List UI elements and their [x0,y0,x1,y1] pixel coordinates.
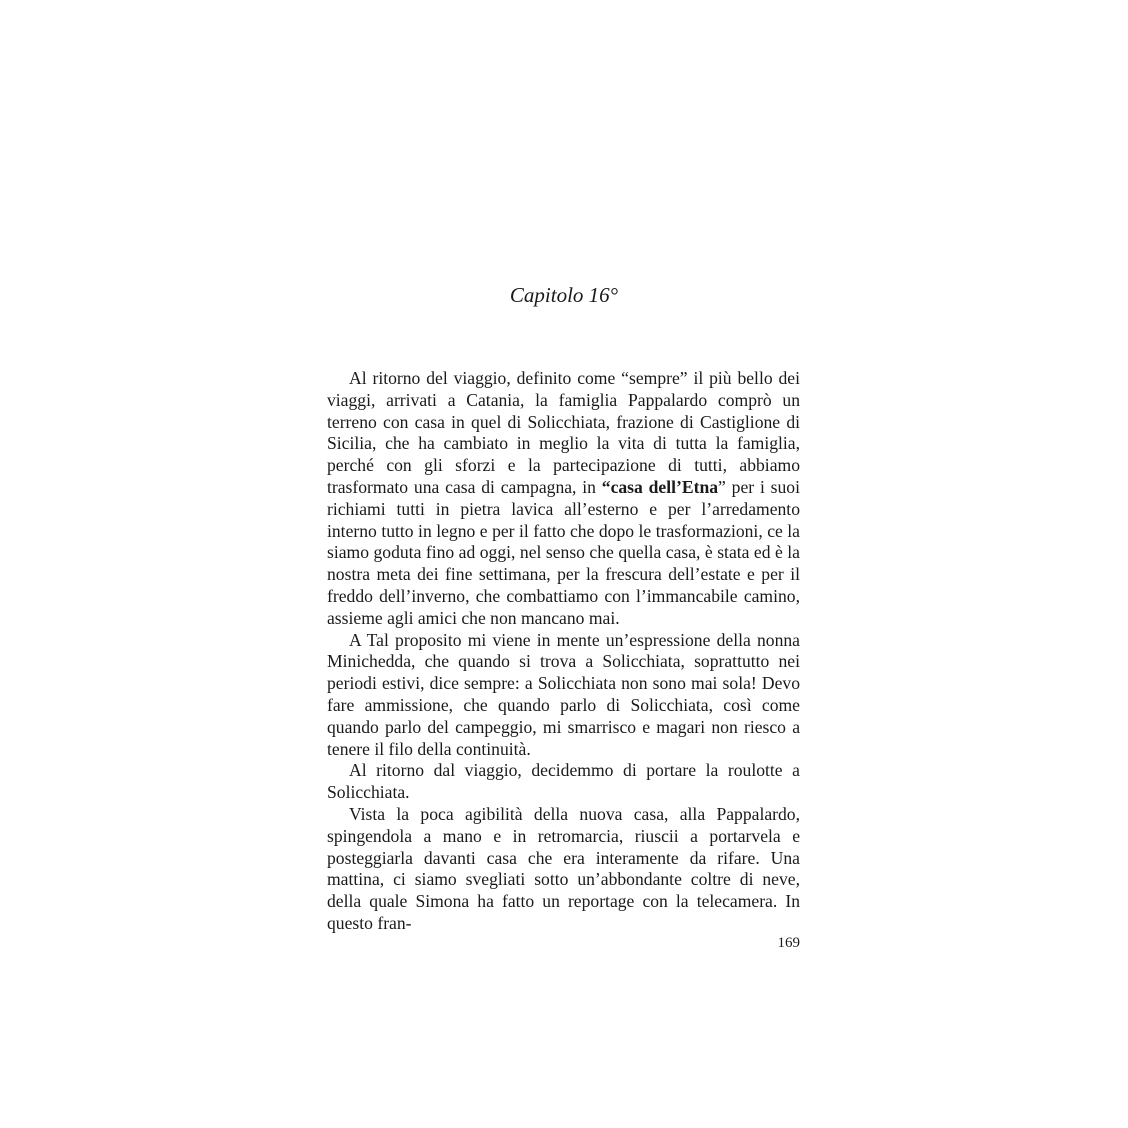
page-number: 169 [777,935,800,951]
bold-phrase: “casa dell’Etna [601,476,719,497]
paragraph: A Tal proposito mi viene in mente un’espressione della nonna Minichedda, che quando si trova a Solicchiata, soprattutto nei periodi estivi, dice sempre: a Solicchiata non sono mai sola! Devo fare ammissione, che quando parlo di Solicchiata, così come quando parlo del campeggio, mi smarrisco e magari non riesco a tenere il filo della continuità. [327,629,800,759]
chapter-title: Capitolo 16° [509,283,619,307]
paragraph: Vista la poca agibilità della nuova casa, alla Pappalardo, spingendola a mano e in retromarcia, riuscii a portarvela e posteggiarla davanti casa che era interamente da rifare. Una mattina, ci siamo svegliati sotto un’abbondante coltre di neve, della quale Simona ha fatto un reportage con la telecamera. In questo fran- [327,803,800,933]
body-text [327,368,800,935]
paragraph [327,368,800,630]
paragraph-text: Al ritorno del viaggio, definito come “sempre” il più bello dei viaggi, arrivati a Catania, la famiglia Pappalardo comprò un terreno con casa in quel di Solicchiata, frazione di Castiglione di Sicilia, che ha cambiato in meglio la vita di tutta la famiglia, perché con gli sforzi e la partecipazione di tutti, abbiamo trasformato una casa di campagna, in [327,368,800,497]
paragraph-text: ” per i suoi richiami tutti in pietra lavica all’esterno e per l’arredamento interno tutto in legno e per il fatto che dopo le trasformazioni, ce la siamo goduta fino ad oggi, nel senso che quella casa, è stata ed è la nostra meta dei fine settimana, per la frescura dell’estate e per il freddo dell’inverno, che combattiamo con l’immancabile camino, assieme agli amici che non mancano mai. [327,476,800,628]
paragraph: Al ritorno dal viaggio, decidemmo di portare la roulotte a Solicchiata. [327,760,800,803]
